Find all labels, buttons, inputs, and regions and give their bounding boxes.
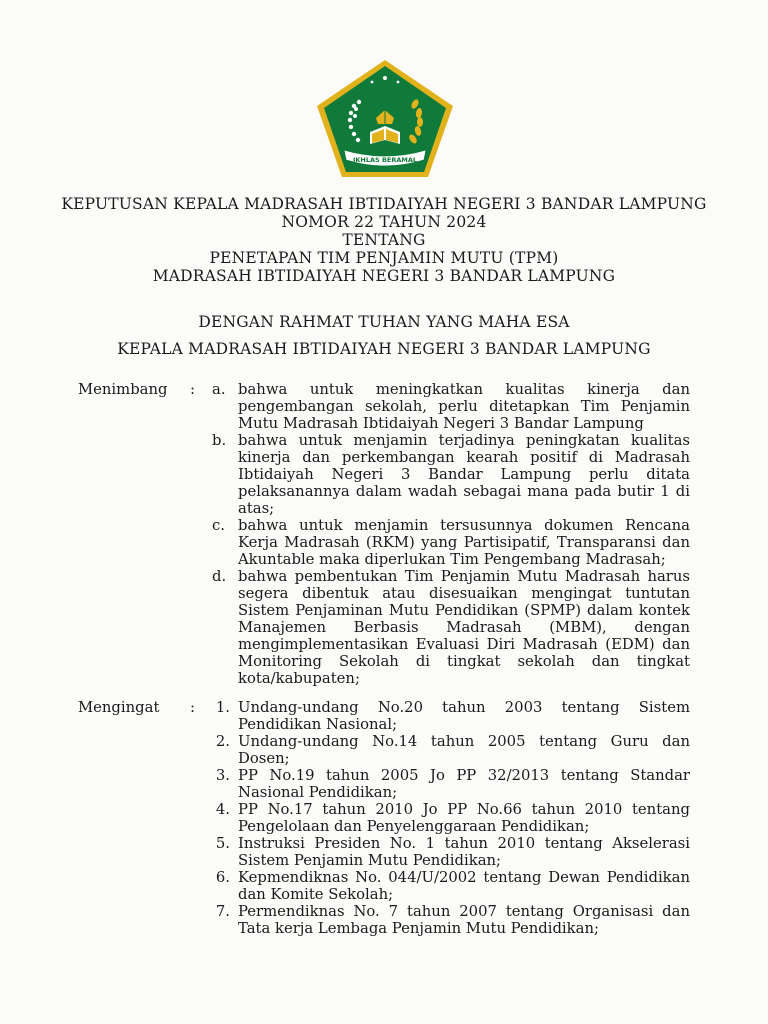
list-item: c. bahwa untuk menjamin tersusunnya dokumen Rencana Kerja Madrasah (RKM) yang Partisipatif, Transparansi dan Akuntable maka diperlukan Tim Pengembang Madrasah;: [212, 517, 690, 568]
mengingat-colon: :: [190, 699, 195, 716]
list-item: 1. Undang-undang No.20 tahun 2003 tentang Sistem Pendidikan Nasional;: [215, 699, 690, 733]
list-item: d. bahwa pembentukan Tim Penjamin Mutu Madrasah harus segera dibentuk atau disesuaikan mengingat tuntutan Sistem Penjaminan Mutu Pendidikan (SPMP) dalam kontek Manajemen Berbasis Madrasah (MBM), dengan mengimplementasikan Evaluasi Diri Madrasah (EDM) dan Monitoring Sekolah di tingkat sekolah dan tingkat kota/kabupaten;: [212, 568, 690, 687]
list-item: 3. PP No.19 tahun 2005 Jo PP 32/2013 tentang Standar Nasional Pendidikan;: [215, 767, 690, 801]
list-item: b. bahwa untuk menjamin terjadinya peningkatan kualitas kinerja dan perkembangan kearah positif di Madrasah Ibtidaiyah Negeri 3 Bandar Lampung perlu ditata pelaksanannya dalam wadah sebagai mana pada butir 1 di atas;: [212, 432, 690, 517]
list-item: 2. Undang-undang No.14 tahun 2005 tentang Guru dan Dosen;: [215, 733, 690, 767]
decree-title: KEPUTUSAN KEPALA MADRASAH IBTIDAIYAH NEGERI 3 BANDAR LAMPUNG: [61, 195, 707, 213]
kemenag-logo: [314, 58, 456, 180]
mengingat-list: [212, 699, 690, 937]
list-item: a. bahwa untuk meningkatkan kualitas kinerja dan pengembangan sekolah, perlu ditetapkan Tim Penjamin Mutu Madrasah Ibtidaiyah Negeri 3 Bandar Lampung: [212, 381, 690, 432]
list-item: 5. Instruksi Presiden No. 1 tahun 2010 tentang Akselerasi Sistem Penjamin Mutu Pendidikan;: [215, 835, 690, 869]
decree-institution: MADRASAH IBTIDAIYAH NEGERI 3 BANDAR LAMPUNG: [152, 267, 616, 285]
decree-subject: PENETAPAN TIM PENJAMIN MUTU (TPM): [209, 249, 559, 267]
decree-about: TENTANG: [342, 231, 426, 249]
list-item: 4. PP No.17 tahun 2010 Jo PP No.66 tahun 2010 tentang Pengelolaan dan Penyelenggaraan Pendidikan;: [215, 801, 690, 835]
menimbang-list: [212, 381, 690, 687]
mengingat-label: Mengingat: [78, 699, 160, 716]
list-item: 7. Permendiknas No. 7 tahun 2007 tentang Organisasi dan Tata kerja Lembaga Penjamin Mutu Pendidikan;: [215, 903, 690, 937]
invocation: DENGAN RAHMAT TUHAN YANG MAHA ESA: [198, 313, 570, 331]
menimbang-label: Menimbang: [78, 381, 168, 398]
decree-number: NOMOR 22 TAHUN 2024: [281, 213, 487, 231]
list-item: 6. Kepmendiknas No. 044/U/2002 tentang Dewan Pendidikan dan Komite Sekolah;: [215, 869, 690, 903]
logo-motto: IKHLAS BERAMAL: [352, 156, 418, 164]
issuer-title: KEPALA MADRASAH IBTIDAIYAH NEGERI 3 BANDAR LAMPUNG: [117, 340, 651, 358]
menimbang-colon: :: [190, 381, 195, 398]
